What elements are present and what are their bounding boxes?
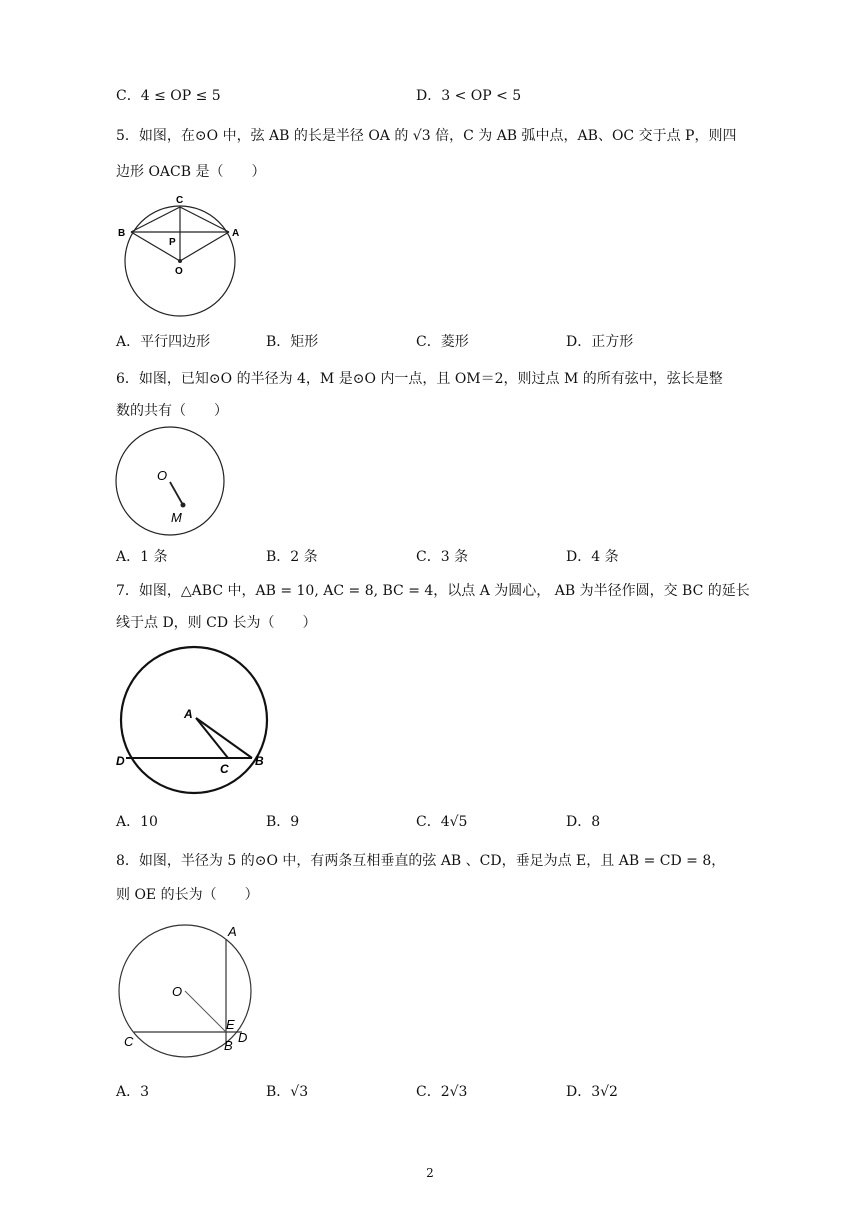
q8-option-d: D．3√2 [566, 1084, 618, 1100]
q8-label-o: O [172, 984, 183, 999]
q6-option-d: D．4 条 [566, 549, 619, 565]
q6-stem-line2: 数的共有（ ） [116, 403, 228, 419]
q7-option-b: B．9 [266, 814, 300, 830]
q5-stem-line1: 5．如图，在⊙O 中，弦 AB 的长是半径 OA 的 √3 倍，C 为 AB 弧中点，AB、OC 交于点 P，则四 [116, 128, 737, 144]
q8-segment-oe [185, 991, 226, 1032]
q4-option-c: C．4 ≤ OP ≤ 5 [116, 88, 221, 104]
q6-point-m [181, 503, 186, 508]
q5-label-c: C [176, 195, 184, 206]
q6-figure [110, 424, 230, 536]
q5-stem-line2: 边形 OACB 是（ ） [116, 164, 266, 180]
q5-option-b: B．矩形 [266, 334, 319, 350]
q7-stem-line2: 线于点 D，则 CD 长为（ ） [116, 615, 317, 631]
q8-option-a: A．3 [116, 1084, 150, 1100]
q7-option-c: C．4√5 [416, 814, 468, 830]
q6-label-m: M [171, 510, 182, 525]
q8-option-b: B．√3 [266, 1084, 309, 1100]
q7-label-c: C [220, 762, 229, 776]
q5-option-c: C．菱形 [416, 334, 469, 350]
q7-option-d: D．8 [566, 814, 601, 830]
q5-point-o [178, 259, 182, 263]
q5-option-a: A．平行四边形 [116, 334, 211, 350]
q7-label-d: D [116, 754, 125, 768]
q6-option-b: B．2 条 [266, 549, 318, 565]
q6-stem-line1: 6．如图，已知⊙O 的半径为 4，M 是⊙O 内一点，且 OM＝2，则过点 M 的所有弦中，弦长是整 [116, 371, 723, 387]
q8-option-c: C．2√3 [416, 1084, 468, 1100]
q7-label-b: B [255, 754, 264, 768]
q5-label-p: P [169, 237, 176, 248]
q5-figure [110, 188, 250, 318]
q8-label-a: A [228, 924, 237, 939]
q6-option-c: C．3 条 [416, 549, 469, 565]
q7-option-a: A．10 [116, 814, 158, 830]
q6-circle [116, 427, 224, 535]
q6-option-a: A．1 条 [116, 549, 168, 565]
q7-figure [110, 640, 280, 802]
q4-option-d: D．3 < OP < 5 [416, 88, 522, 104]
q8-label-e: E [226, 1017, 235, 1032]
q5-label-o: O [175, 266, 183, 277]
q8-label-d: D [238, 1030, 248, 1045]
q6-label-o: O [157, 468, 168, 483]
q5-label-a: A [232, 228, 240, 239]
q5-segment-ca [180, 207, 229, 232]
page-number: 2 [426, 1166, 434, 1180]
q8-stem-line1: 8．如图，半径为 5 的⊙O 中，有两条互相垂直的弦 AB 、CD，垂足为点 E，且 AB = CD = 8， [116, 853, 726, 869]
q8-label-b: B [224, 1038, 233, 1053]
q8-label-c: C [124, 1034, 134, 1049]
q8-figure [110, 916, 260, 1060]
q5-segment-oa [180, 232, 229, 261]
q7-label-a: A [184, 707, 193, 721]
q6-segment-om [170, 482, 183, 505]
q7-stem-line1: 7．如图，△ABC 中，AB = 10, AC = 8, BC = 4，以点 A 为圆心， AB 为半径作圆，交 BC 的延长 [116, 583, 750, 599]
q7-circle [121, 647, 267, 793]
q5-label-b: B [118, 228, 126, 239]
q5-segment-bc [131, 207, 180, 232]
q8-stem-line2: 则 OE 的长为（ ） [116, 887, 259, 903]
q5-option-d: D．正方形 [566, 334, 634, 350]
